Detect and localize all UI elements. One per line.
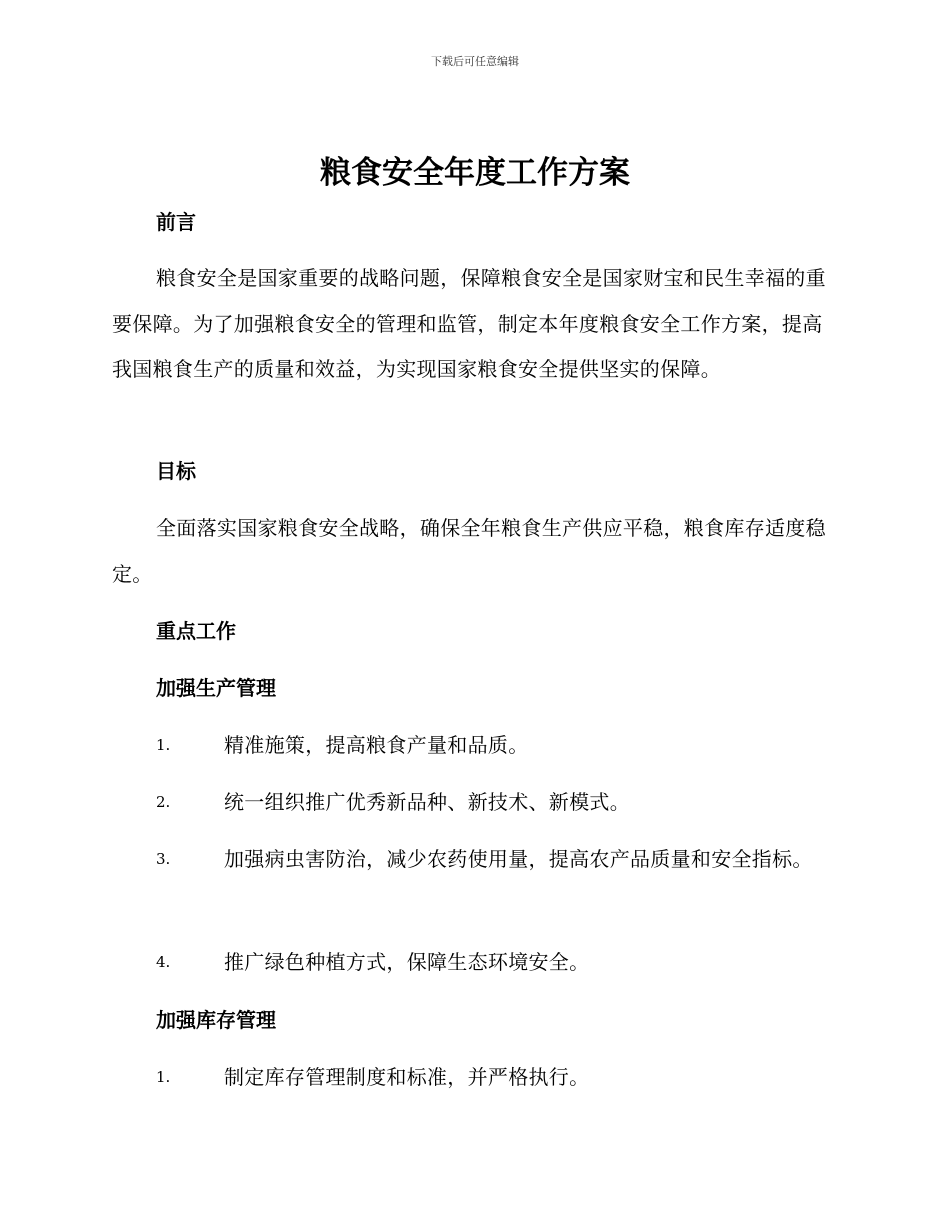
list-item-text: 推广绿色种植方式，保障生态环境安全。 [224,950,590,974]
document-title: 粮食安全年度工作方案 [320,155,630,191]
list-item-number: 2. [156,793,171,811]
subsection-heading-storage: 加强库存管理 [156,1008,276,1032]
preface-paragraph: 粮食安全是国家重要的战略问题，保障粮食安全是国家财宝和民生幸福的重要保障。为了加强粮食安全的管理和监管，制定本年度粮食安全工作方案，提高我国粮食生产的质量和效益，为实现国家粮食安全提供坚实的保障。 [112,266,826,381]
list-item-text: 统一组织推广优秀新品种、新技术、新模式。 [224,790,630,814]
list-item [112,723,832,769]
list-item-text: 精准施策，提高粮食产量和品质。 [224,733,529,757]
list-item [112,940,832,986]
list-item-text: 制定库存管理制度和标准，并严格执行。 [224,1065,590,1089]
subsection-heading-production: 加强生产管理 [156,676,276,700]
list-item [112,837,832,883]
list-item [112,1055,832,1101]
page-header-note: 下载后可任意编辑 [431,55,519,68]
list-item [112,780,832,826]
list-item-number: 1. [156,736,171,754]
section-heading-goal: 目标 [156,459,196,483]
list-item-number: 3. [156,850,171,868]
list-item-text: 加强病虫害防治，减少农药使用量，提高农产品质量和安全指标。 [224,847,813,871]
section-heading-preface: 前言 [156,210,196,234]
list-item-number: 1. [156,1068,171,1086]
list-item-number: 4. [156,953,171,971]
goal-paragraph: 全面落实国家粮食安全战略，确保全年粮食生产供应平稳，粮食库存适度稳定。 [112,516,826,586]
section-heading-key-work: 重点工作 [156,619,236,643]
